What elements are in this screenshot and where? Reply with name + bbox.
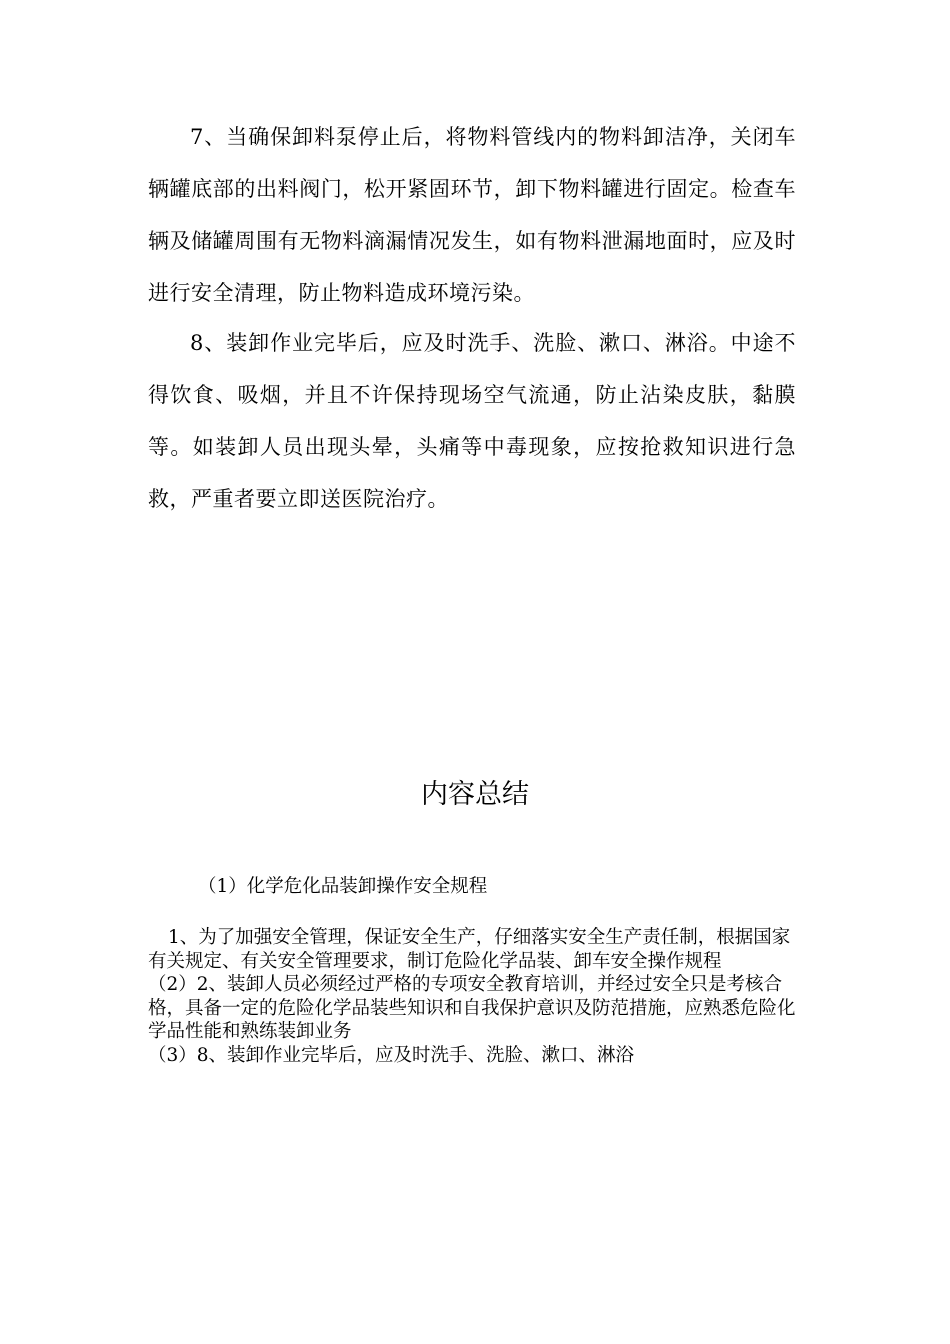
summary-item: 1、为了加强安全管理，保证安全生产，仔细落实安全生产责任制，根据国家有关规定、有关安全管理要求，制订危险化学品装、卸车安全操作规程 — [148, 927, 791, 972]
paragraph-7: 7、当确保卸料泵停止后，将物料管线内的物料卸洁净，关闭车辆罐底部的出料阀门，松开紧固环节，卸下物料罐进行固定。检查车辆及储罐周围有无物料滴漏情况发生，如有物料泄漏地面时，应及时进行安全清理，防止物料造成环境污染。 — [148, 125, 796, 305]
summary-item: （2）2、装卸人员必须经过严格的专项安全教育培训，并经过安全只是考核合格，具备一定的危险化学品装些知识和自我保护意识及防范措施，应熟悉危险化学品性能和熟练装卸业务 — [148, 974, 796, 1042]
summary-title: 内容总结 — [421, 779, 529, 810]
paragraph-8: 8、装卸作业完毕后，应及时洗手、洗脸、漱口、淋浴。中途不得饮食、吸烟，并且不许保持现场空气流通，防止沾染皮肤，黏膜等。如装卸人员出现头晕，头痛等中毒现象，应按抢救知识进行急救，严重者要立即送医院治疗。 — [148, 331, 796, 511]
summary-heading: （1）化学危化品装卸操作安全规程 — [198, 876, 488, 897]
summary-items — [148, 926, 798, 1067]
summary-item: （3）8、装卸作业完毕后，应及时洗手、洗脸、漱口、淋浴 — [148, 1044, 635, 1066]
